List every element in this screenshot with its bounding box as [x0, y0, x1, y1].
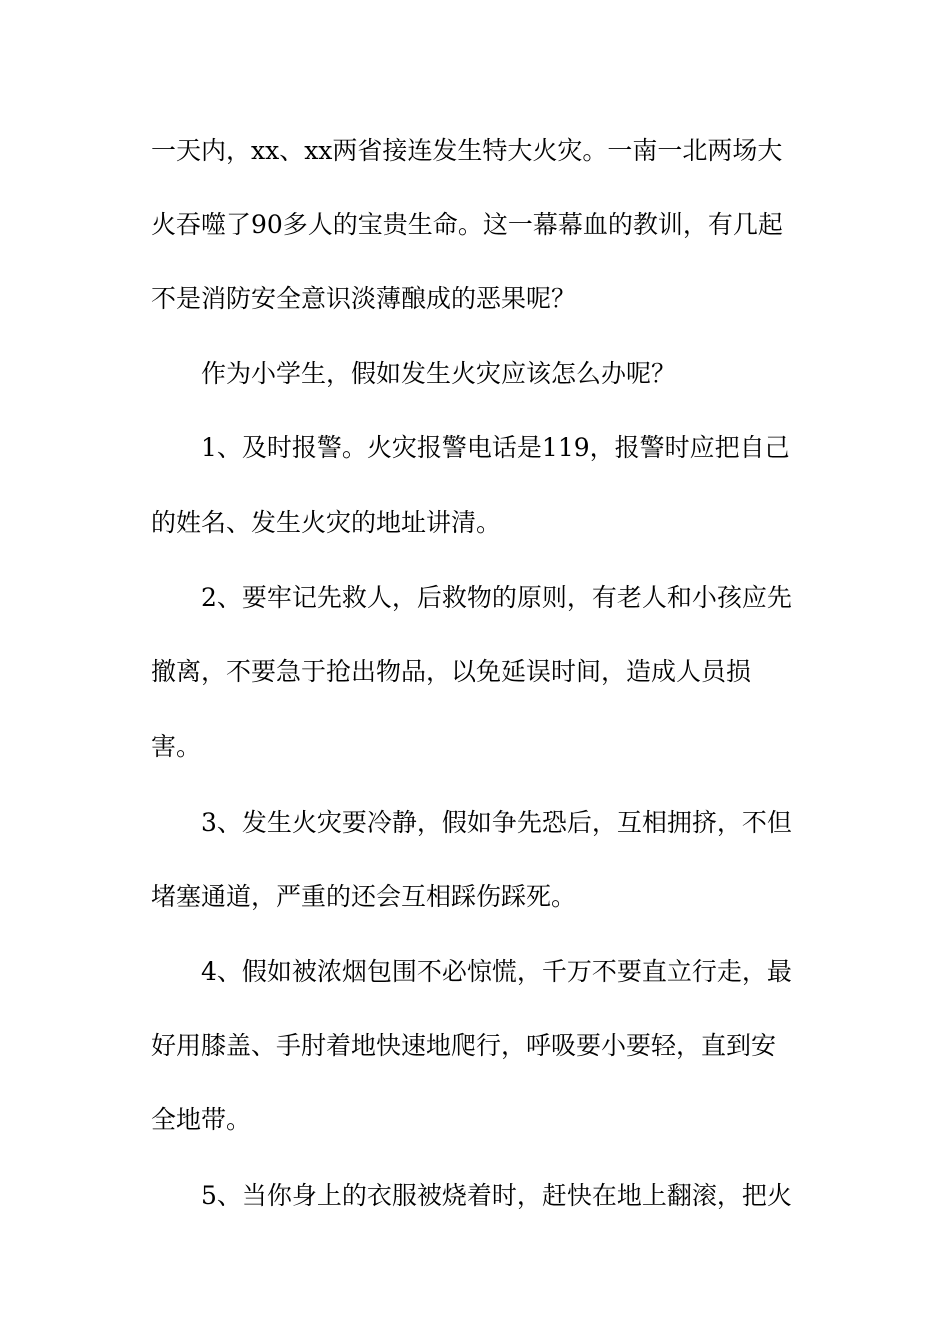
item-1-line-2: 的姓名、发生火灾的地址讲清。 [151, 508, 502, 537]
item-4-line-1: 4、假如被浓烟包围不必惊慌，千万不要直立行走，最 [201, 957, 792, 986]
item-2-line-2: 撤离，不要急于抢出物品，以免延误时间，造成人员损 [151, 657, 752, 686]
item-4-line-2: 好用膝盖、手肘着地快速地爬行，呼吸要小要轻，直到安 [151, 1031, 777, 1060]
item-1-line-1: 1、及时报警。火灾报警电话是119，报警时应把自己 [201, 433, 790, 462]
item-5-line-1: 5、当你身上的衣服被烧着时，赶快在地上翻滚，把火 [201, 1181, 792, 1210]
item-2-line-1: 2、要牢记先救人，后救物的原则，有老人和小孩应先 [201, 583, 792, 612]
paragraph-intro-line-1: 一天内，xx、xx两省接连发生特大火灾。一南一北两场大 [151, 136, 783, 165]
paragraph-intro-line-3: 不是消防安全意识淡薄酿成的恶果呢？ [151, 284, 577, 313]
item-4-line-3: 全地带。 [151, 1105, 252, 1134]
item-3-line-2: 堵塞通道，严重的还会互相踩伤踩死。 [151, 882, 577, 911]
item-3-line-1: 3、发生火灾要冷静，假如争先恐后，互相拥挤，不但 [201, 808, 792, 837]
paragraph-question: 作为小学生，假如发生火灾应该怎么办呢？ [201, 359, 677, 388]
item-2-line-3: 害。 [151, 732, 202, 761]
paragraph-intro-line-2: 火吞噬了90多人的宝贵生命。这一幕幕血的教训，有几起 [151, 210, 783, 239]
